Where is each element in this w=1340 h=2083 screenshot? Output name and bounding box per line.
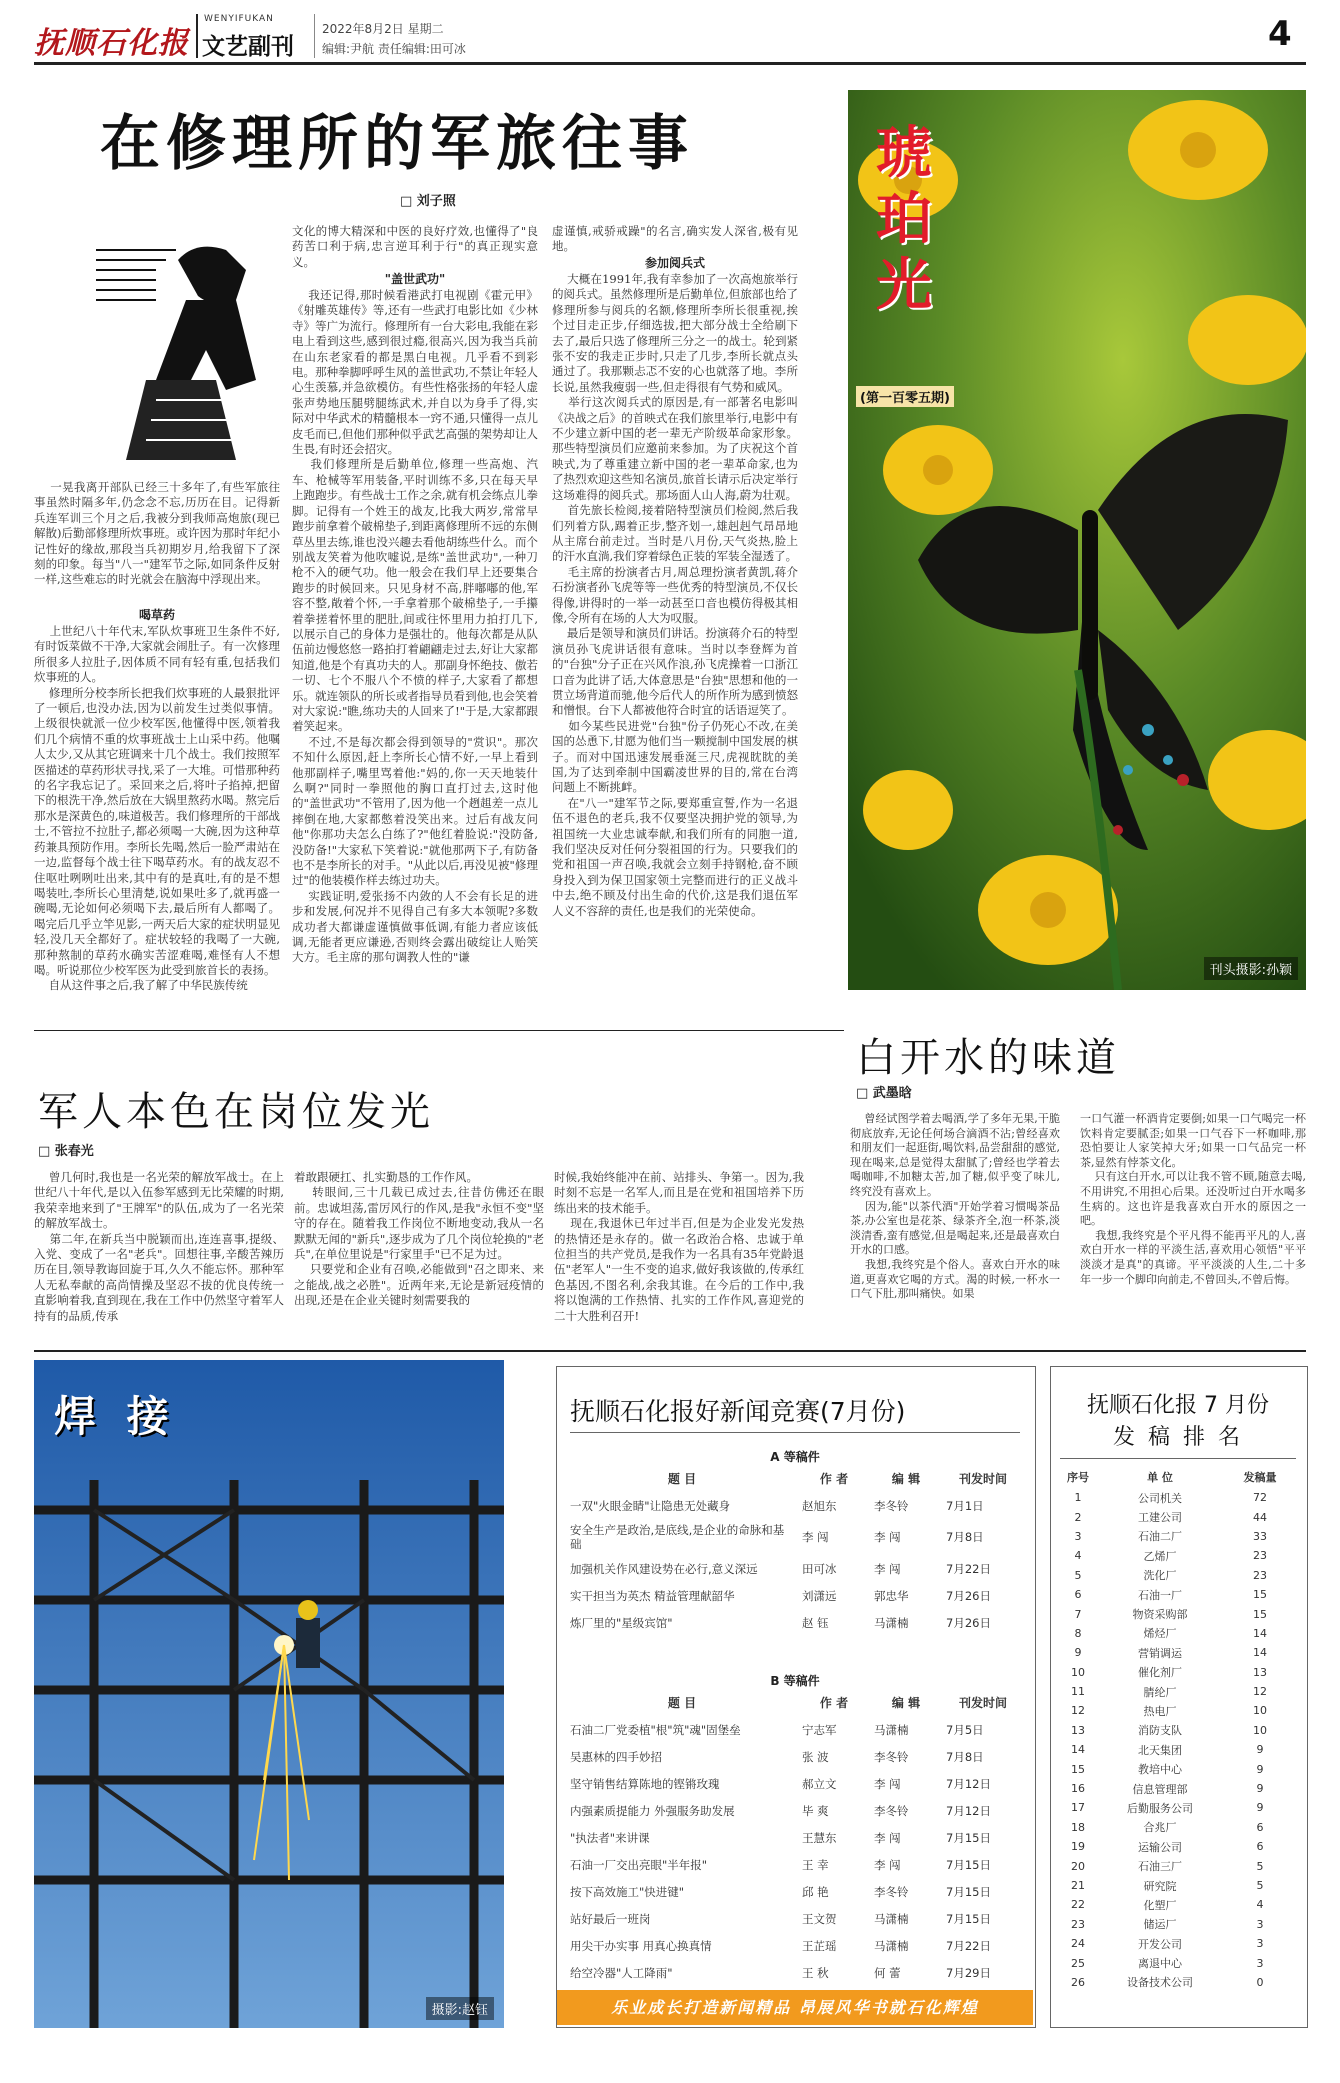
ranking-row: 18 合兆厂 6 [1071, 1820, 1264, 1835]
article1-col2-intro: 文化的博大精深和中医的良好疗效,也懂得了"良药苦口利于病,忠言逆耳利于行"的真正现实意义。 [292, 224, 538, 269]
ranking-row: 15 教培中心 9 [1071, 1762, 1264, 1777]
b-grade-label: B 等稿件 [770, 1674, 820, 1688]
ranking-row: 3 石油二厂 33 [1074, 1529, 1267, 1544]
article1-subhead-3: 参加阅兵式 [644, 256, 705, 270]
article3-col2: 一口气灌一杯酒肯定要倒;如果一口气喝完一杯饮料肯定要腻歪;如果一口气吞下一杯咖啡,那恐怕要让人家笑掉大牙;如果一口气品完一杯茶,显然有悖茶文化。 只有这白开水,可以让我不管不顾,随意去喝,不用讲究,不用担心后果。还没听过白开水喝多生病的。这也许是我喜欢白开水的原因之一吧。 我想,我终究是个平凡得不能再平凡的人,喜欢白开水一样的平淡生活,喜欢用心领悟"平平淡淡才是真"的真谛。平平淡淡的人生,二十多年一步一个脚印向前走,不曾回头,不曾后悔。 [1080, 1112, 1306, 1286]
article1-author: □ 刘子照 [400, 194, 456, 209]
ranking-title-rule [1060, 1458, 1296, 1459]
ranking-row: 16 信息管理部 9 [1071, 1782, 1264, 1796]
a-grade-label: A 等稿件 [770, 1450, 820, 1464]
masthead-rule [34, 62, 1306, 65]
article2-author: □ 张春光 [38, 1144, 94, 1159]
article3-col1: 曾经试图学着去喝酒,学了多年无果,干脆彻底放弃,无论任何场合滴酒不沾;曾经喜欢和朋友们一起逛街,喝饮料,品尝甜甜的感觉,现在喝来,总是觉得太甜腻了;曾经也学着去喝咖啡,不加糖太苦,加了糖,似乎变了味儿,终究没有喜欢上。 因为,能"以茶代酒"开始学着习惯喝茶品茶,办公室也是花茶、绿茶齐全,泡一杯茶,淡淡清香,蛮有感觉,但是喝起来,还是最喜欢白开水的口感。 我想,我终究是个俗人。喜欢白开水的味道,更喜欢它喝的方式。渴的时候,一杯水一口气下肚,那叫痛快。如果 [850, 1112, 1060, 1301]
welding-title: 焊 接 [54, 1392, 177, 1441]
ranking-title-1: 抚顺石化报 7 月份 [1087, 1393, 1269, 1418]
welding-scene [34, 1360, 504, 2028]
ranking-row: 12 热电厂 10 [1071, 1704, 1267, 1718]
table-row: "执法者"来讲课 王慧东 李 闯 7月15日 [570, 1830, 991, 1845]
table-row: 用尖干办实事 用真心换真情 王芷瑶 马潇楠 7月22日 [570, 1938, 991, 1953]
slogan-banner: 乐业成长打造新闻精品 昂展风华书就石化辉煌 [557, 1990, 1033, 2025]
ranking-row: 24 开发公司 3 [1071, 1937, 1264, 1951]
table-row: 安全生产是政治,是底线,是企业的命脉和基础 李 闯 李 闯 7月8日 [570, 1523, 984, 1551]
ranking-header: 序号 单 位 发稿量 [1067, 1471, 1277, 1484]
soldier-illustration [86, 230, 270, 470]
article1-col1-intro: 一晃我离开部队已经三十多年了,有些军旅往事虽然时隔多年,仍念念不忘,历历在目。记得新兵连军训三个月之后,我被分到我师高炮旅(现已解散)后勤部修理所炊事班。或许因为那时年纪小记性好的缘故,那段当兵初期岁月,给我留下了深刻的印象。每当"八一"建军节之际,如同条件反射一样,这些难忘的时光就会在脑海中浮现出来。 [34, 480, 281, 587]
article1-title: 在修理所的军旅往事 [100, 109, 694, 179]
ranking-row: 26 设备技术公司 0 [1071, 1975, 1264, 1990]
article1-col1-body: 上世纪八十年代末,军队炊事班卫生条件不好,有时饭菜做不干净,大家就会闹肚子。有一次修理所很多人拉肚子,因体质不同有轻有重,包括我们炊事班的人。 修理所分校李所长把我们炊事班的人最狠批评了一顿后,也没办法,因为以前发生过类似事情。上级很快就派一位少校军医,他懂得中医,领着我们几个病情不重的炊事班战士上山采中药。他嘱人太少,又从其它班调来十几个战士。我们按照军医描述的草药形状寻找,采了一大堆。可惜那种药的名字我忘记了。采回来之后,将叶子掐掉,把留下的根洗干净,然后放在大锅里熬药水喝。熬完后那水是深黄色的,味道极苦。我们修理所的干部战士,不管拉不拉肚子,都必须喝一大碗,因为这种草药兼具预防作用。李所长先喝,然后一脸严肃站在一边,监督每个战士往下喝草药水。有的战友忍不住呕吐咧咧吐出来,其中有的是真吐,有的是不想喝装吐,李所长心里清楚,说如果吐多了,就再盛一碗喝,无论如何必须喝下去,最后所有人都喝了。喝完后几乎立竿见影,一两天后大家的症状明显见轻,没几天全都好了。症状较轻的我喝了一大碗,那种熬制的草药水确实苦涩难喝,难怪有人不想喝。听说那位少校军医为此受到旅首长的表扬。 自从这件事之后,我了解了中华民族传统 [34, 624, 280, 993]
table-row: 实干担当为英杰 精益管理献韶华 刘潇远 郭忠华 7月26日 [570, 1588, 991, 1603]
welding-photo [34, 1360, 504, 2028]
ranking-row: 17 后勤服务公司 9 [1071, 1801, 1264, 1815]
table-row: 加强机关作风建设势在必行,意义深远 田可冰 李 闯 7月22日 [570, 1561, 991, 1576]
ranking-row: 23 储运厂 3 [1071, 1917, 1264, 1932]
article1-col3-intro: 虚谨慎,戒骄戒躁"的名言,确实发人深省,极有见地。 [552, 224, 798, 254]
section-rule-1 [34, 1030, 844, 1031]
article3-author: □ 武墨晗 [856, 1086, 912, 1101]
table-row: 一双"火眼金睛"让隐患无处藏身 赵旭东 李冬铃 7月1日 [570, 1498, 984, 1513]
article3-title: 白开水的味道 [856, 1035, 1120, 1081]
table-row: 炼厂里的"星级宾馆" 赵 钰 马潇楠 7月26日 [570, 1615, 991, 1630]
competition-title-rule [570, 1432, 1020, 1433]
ranking-table [1056, 1466, 1300, 1992]
table-row: 按下高效施工"快进键" 邱 艳 李冬铃 7月15日 [570, 1884, 991, 1899]
a-grade-header: 题 目 作 者 编 辑 刊发时间 [667, 1471, 1007, 1486]
table-row: 坚守销售结算陈地的铿锵玫瑰 郝立文 李 闯 7月12日 [570, 1776, 991, 1791]
section-pinyin: WENYIFUKAN [204, 14, 274, 24]
ranking-row: 25 离退中心 3 [1071, 1956, 1264, 1971]
section-title: 文艺副刊 [202, 33, 294, 60]
article2-col2: 着敢跟硬扛、扎实勤恳的工作作风。 转眼间,三十几载已成过去,往昔仿佛还在眼前。忠诚坦荡,雷厉风行的作风,是我"永恒不变"坚守的存在。随着我工作岗位不断地变动,我从一名默默无闻的"新兵",逐步成为了几个岗位轮换的"老兵",在单位里说是"行家里手"已不足为过。 只要党和企业有召唤,必能做到"召之即来、来之能战,战之必胜"。近两年来,无论是新冠疫情的出现,还是在企业关键时刻需要我的 [294, 1170, 544, 1308]
ranking-row: 2 工建公司 44 [1074, 1510, 1267, 1525]
article2-col3: 时候,我始终能冲在前、站排头、争第一。因为,我时刻不忘是一名军人,而且是在党和祖国培养下历练出来的技术能手。 现在,我退休已年过半百,但是为企业发光发热的热情还是永存的。做一名政治合格、忠诚于单位担当的共产党员,是我作为一名具有35年党龄退伍"老军人"一生不变的追求,做好我该做的,传承红色基因,不图名利,余我其谁。在今后的工作中,我将以饱满的工作热情、扎实的工作作风,喜迎党的二十大胜利召开! [554, 1170, 804, 1323]
ranking-row: 21 研究院 5 [1071, 1879, 1264, 1893]
ranking-row: 20 石油三厂 5 [1071, 1859, 1264, 1874]
newspaper-logo: 抚顺石化报 [34, 26, 189, 61]
ranking-row: 7 物资采购部 15 [1074, 1607, 1267, 1622]
article1-col2-body: 我还记得,那时候看港武打电视剧《霍元甲》《射雕英雄传》等,还有一些武打电影比如《少林寺》等广为流行。修理所有一台大彩电,我能在彩电上看到这些,感到很过瘾,很高兴,因为我当兵前在山东老家看的都是黑白电视。几乎看不到彩电。那种拳脚呼呼生风的盖世武功,不禁让年轻人心生羡慕,并急欲模仿。有些性格张扬的年轻人虚张声势地压腿劈腿练武术,并自以为身手了得,实际对中华武术的精髓根本一窍不通,只懂得一点儿皮毛而已,但他们那种似乎武艺高强的架势却让人生畏,有时还会招灾。 我们修理所是后勤单位,修理一些高炮、汽车、枪械等军用装备,平时训练不多,只在每天早上跑跑步。有些战士工作之余,就有机会练点儿拳脚。记得有一个姓王的战友,比我大两岁,常常早跑步前拿着个破棉垫子,到距离修理所不远的东侧草丛里去练,谁也没兴趣去看他胡练些什么。而个别战友笑着为他吹嘘说,是练"盖世武功",一种刀枪不入的硬气功。他一般会在我们早上还要集合跑步的时候回来。只见身材不高,胖嘟嘟的他,军容不整,敞着个怀,一手拿着那个破棉垫子,一手攥着拳搓着怀里的肥肚,间或往怀里用力拍打几下,以展示自己的身体力是强壮的。他每次都是从队伍前边慢悠悠一路拍打着翩翩走过去,好让大家都知道,他是个有真功夫的人。那副身怀绝技、傲若一切、七个不服八个不愤的样子,大家看了都想乐。就连领队的所长或者指导员看到他,也会笑着对大家说:"瞧,练功夫的人回来了!"于是,大家都跟着笑起来。 不过,不是每次都会得到领导的"赏识"。那次不知什么原因,赶上李所长心情不好,一早上看到他那副样子,嘴里骂着他:"妈的,你一天天地装什么啊?"同时一拳照他的胸口直打过去,这时他的"盖世武功"不管用了,因为他一个趔趄差一点儿摔倒在地,大家都憋着没笑出来。过后有战友问他"你那功夫怎么白练了?"他红着脸说:"没防备,没防备!"大家私下笑着说:"就他那两下子,有防备也不是李所长的对手。"从此以后,再没见被"修理过"的他装模作样去练过功夫。 实践证明,爱张扬不内敛的人不会有长足的进步和发展,何况并不见得自己有多大本领呢?多数成功者大都谦虚谨慎做事低调,有能力者应该低调,无能者更应谦逊,否则终会露出破绽让人贻笑大方。毛主席的那句调教人性的"谦 [292, 288, 538, 965]
article2-title: 军人本色在岗位发光 [38, 1089, 434, 1135]
page-number: 4 [1268, 14, 1292, 54]
article1-col3-body: 大概在1991年,我有幸参加了一次高炮旅举行的阅兵式。虽然修理所是后勤单位,但旅部也给了修理所参与阅兵的名额,修理所李所长很重视,挨个过目走正步,仔细选拔,把大部分战士全给刷下去了,最后只选了修理所三分之一的战士。轮到紧张不安的我走正步时,只走了几步,李所长就点头通过了。我那颗忐忑不安的心也就落了地。李所长说,虽然我瘦弱一些,但走得很有气势和威风。 举行这次阅兵式的原因是,有一部著名电影叫《决战之后》的首映式在我们旅里举行,电影中有不少建立新中国的老一辈无产阶级革命家形象。那些特型演员们应邀前来参加。为了庆祝这个首映式,为了尊重建立新中国的老一辈革命家,也为了热烈欢迎这些知名演员,旅首长请示后决定举行这场难得的阅兵式。那场面人山人海,蔚为壮观。 首先旅长检阅,接着陪特型演员们检阅,然后我们列着方队,踢着正步,整齐划一,雄赳赳气昂昂地从主席台前走过。当时是八月份,天气炎热,脸上的汗水直淌,我们穿着绿色正装的军装全湿透了。 毛主席的扮演者古月,周总理扮演者黄凯,蒋介石扮演者孙飞虎等等一些优秀的特型演员,不仅长得像,讲得时的一举一动甚至口音也模仿得极其相像,令所有在场的人大为叹服。 最后是领导和演员们讲话。扮演蒋介石的特型演员孙飞虎讲话很有意味。当时以李登辉为首的"台独"分子正在兴风作浪,孙飞虎操着一口浙江口音为此讲了话,大体意思是"台独"思想和他的一贯立场背道而驰,他今后代人的所作所为感到愤怒和憎恨。台下人都被他符合时宜的话语逗笑了。 如今某些民进党"台独"份子仍死心不改,在美国的怂恿下,甘愿为他们当一颗搅制中国发展的棋子。而对中国迅速发展垂涎三尺,虎视眈眈的美国,为了达到牵制中国霸凌世界的目的,常在台湾问题上不断挑衅。 在"八一"建军节之际,要郑重宣誓,作为一名退伍不退色的老兵,我不仅要坚决拥护党的领导,为祖国统一大业忠诚奉献,和我们所有的同胞一道,我们坚决反对任何分裂祖国的行为。只要我们的党和祖国一声召唤,我就会立刻手持钢枪,奋不顾身投入到为保卫国家领土完整而进行的正义战斗中去,绝不顾及付出生命的代价,这是我们退伍军人义不容辞的责任,也是我们的光荣使命。 [552, 272, 798, 918]
section-rule-2 [34, 1350, 1306, 1352]
masthead-divider [196, 14, 198, 58]
calligraphy-title: 琥珀光 [876, 120, 932, 318]
ranking-row: 1 公司机关 72 [1074, 1491, 1267, 1505]
table-row: 石油一厂交出亮眼"半年报" 王 幸 李 闯 7月15日 [570, 1857, 991, 1872]
ranking-row: 19 运输公司 6 [1071, 1840, 1264, 1854]
photo2-credit: 摄影:赵钰 [426, 1997, 494, 2020]
article2-col1: 曾几何时,我也是一名光荣的解放军战士。在上世纪八十年代,是以入伍参军感到无比荣耀的时期,我荣幸地来到了"王牌军"的队伍,成为了一名光荣的解放军战士。 第二年,在新兵当中脱颖而出,连连喜事,提级、入党、变成了一名"老兵"。回想往事,辛酸苦辣历历在目,领导教诲回旋于耳,久久不能忘怀。那种军人无私奉献的高尚情操及坚忍不拔的优良传统一直影响着我,直到现在,我在工作中仍然坚守着军人持有的品质,传承 [34, 1170, 284, 1323]
ranking-row: 14 北天集团 9 [1071, 1743, 1264, 1757]
table-row: 内强素质提能力 外强服务助发展 毕 爽 李冬铃 7月12日 [570, 1803, 991, 1818]
issue-number: (第一百零五期) [856, 386, 954, 407]
ranking-row: 13 消防支队 10 [1071, 1723, 1267, 1738]
photo1-credit: 刊头摄影:孙颖 [1204, 957, 1298, 980]
b-grade-table [566, 1688, 1024, 1986]
date-line: 2022年8月2日 星期二 [322, 22, 444, 36]
ranking-title-2: 发 稿 排 名 [1113, 1425, 1243, 1450]
competition-title: 抚顺石化报好新闻竞赛(7月份) [570, 1397, 906, 1426]
masthead-divider-2 [314, 14, 315, 58]
ranking-row: 6 石油一厂 15 [1074, 1588, 1267, 1602]
table-row: 站好最后一班岗 王文贺 马潇楠 7月15日 [570, 1911, 991, 1926]
editor-line: 编辑:尹航 责任编辑:田可冰 [322, 42, 466, 56]
ranking-row: 11 腈纶厂 12 [1071, 1685, 1267, 1699]
ranking-row: 5 洗化厂 23 [1074, 1568, 1267, 1583]
table-row: 石油二厂党委植"根"筑"魂"固堡垒 宁志军 马潇楠 7月5日 [570, 1722, 984, 1737]
ranking-row: 8 烯烃厂 14 [1074, 1626, 1267, 1641]
ranking-row: 22 化塑厂 4 [1071, 1898, 1264, 1912]
ranking-row: 9 营销调运 14 [1074, 1646, 1267, 1660]
table-row: 吴惠林的四手妙招 张 波 李冬铃 7月8日 [570, 1749, 984, 1764]
table-row: 给空冷器"人工降雨" 王 秋 何 蕾 7月29日 [570, 1965, 991, 1980]
butterfly-photo [848, 90, 1306, 990]
a-grade-table [566, 1464, 1024, 1636]
b-grade-header: 题 目 作 者 编 辑 刊发时间 [667, 1695, 1007, 1710]
ranking-row: 10 催化剂厂 13 [1071, 1665, 1267, 1680]
ranking-row: 4 乙烯厂 23 [1074, 1549, 1267, 1563]
article1-subhead-1: 喝草药 [138, 608, 175, 622]
article1-subhead-2: "盖世武功" [384, 272, 446, 286]
